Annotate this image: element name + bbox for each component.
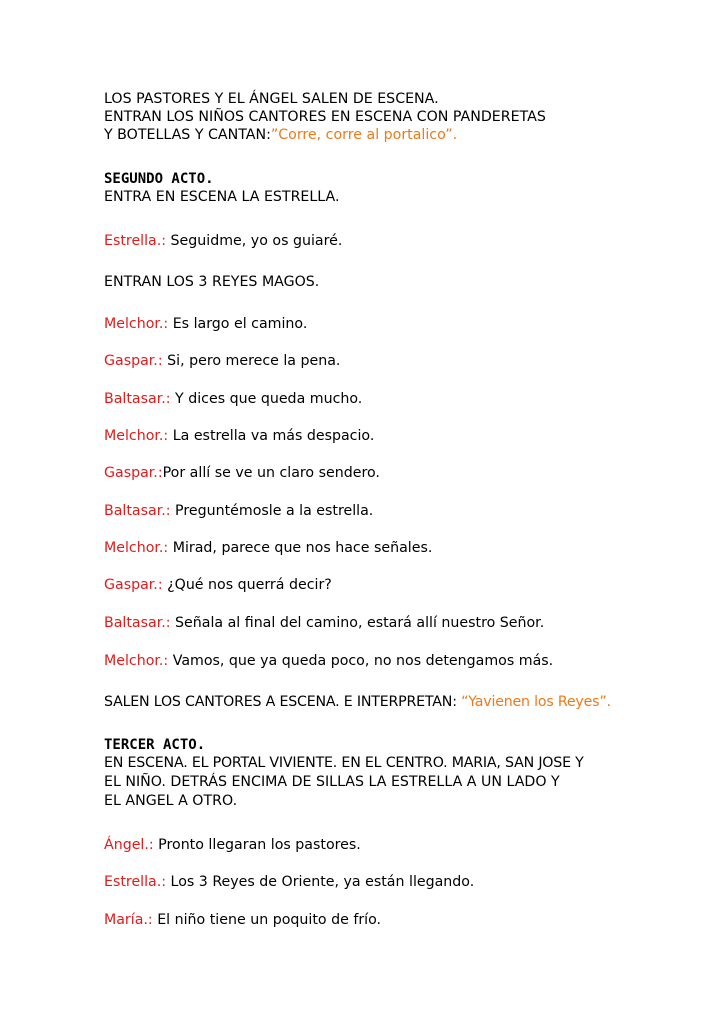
act-heading: TERCER ACTO.	[104, 737, 206, 753]
dialogue-text: Los 3 Reyes de Oriente, ya están llegando.	[166, 874, 475, 890]
dialogue-line	[104, 652, 553, 670]
dialogue-text: Señala al final del camino, estará allí nuestro Señor.	[170, 615, 545, 631]
speaker-name: Melchor.:	[104, 653, 169, 669]
dialogue-line	[104, 911, 381, 929]
speaker-name: Ángel.:	[104, 837, 154, 853]
dialogue-text: Preguntémosle a la estrella.	[170, 503, 374, 519]
speaker-name: Baltasar.:	[104, 503, 171, 519]
dialogue-text: Pronto llegaran los pastores.	[153, 837, 361, 853]
dialogue-line	[104, 352, 340, 370]
stage-direction: ENTRAN LOS 3 REYES MAGOS.	[104, 274, 320, 290]
dialogue-text: Si, pero merece la pena.	[162, 353, 341, 369]
dialogue-line	[104, 873, 474, 891]
dialogue-text: Seguidme, yo os guiaré.	[166, 233, 343, 249]
dialogue-text: ¿Qué nos querrá decir?	[162, 577, 332, 593]
speaker-name: Estrella.:	[104, 233, 167, 249]
dialogue-line	[104, 836, 361, 854]
dialogue-line	[104, 232, 342, 250]
song-title: “Yavienen los Reyes”.	[461, 694, 611, 710]
dialogue-text: La estrella va más despacio.	[168, 428, 375, 444]
stage-direction-text: SALEN LOS CANTORES A ESCENA. E INTERPRETAN:	[104, 694, 462, 710]
stage-direction-text: Y BOTELLAS Y CANTAN:	[104, 127, 271, 143]
dialogue-line	[104, 539, 432, 557]
dialogue-line	[104, 614, 544, 632]
dialogue-text: El niño tiene un poquito de frío.	[152, 912, 382, 928]
stage-direction	[104, 693, 611, 711]
stage-direction: ENTRA EN ESCENA LA ESTRELLA.	[104, 189, 340, 205]
dialogue-line	[104, 390, 362, 408]
stage-direction: EL ANGEL A OTRO.	[104, 793, 238, 809]
speaker-name: Gaspar.:	[104, 465, 163, 481]
stage-direction: ENTRAN LOS NIÑOS CANTORES EN ESCENA CON PANDERETAS	[104, 109, 546, 125]
dialogue-text: Por allí se ve un claro sendero.	[162, 465, 380, 481]
speaker-name: Baltasar.:	[104, 615, 171, 631]
dialogue-text: Y dices que queda mucho.	[170, 391, 363, 407]
dialogue-line	[104, 576, 332, 594]
dialogue-line	[104, 427, 374, 445]
speaker-name: Gaspar.:	[104, 577, 163, 593]
dialogue-line	[104, 502, 373, 520]
speaker-name: María.:	[104, 912, 153, 928]
dialogue-text: Es largo el camino.	[168, 316, 308, 332]
stage-direction: EN ESCENA. EL PORTAL VIVIENTE. EN EL CENTRO. MARIA, SAN JOSE Y	[104, 755, 584, 771]
dialogue-text: Mirad, parece que nos hace señales.	[168, 540, 433, 556]
stage-direction	[104, 126, 457, 144]
dialogue-line	[104, 464, 380, 482]
song-title: ”Corre, corre al portalico”.	[270, 127, 458, 143]
speaker-name: Estrella.:	[104, 874, 167, 890]
speaker-name: Melchor.:	[104, 428, 169, 444]
speaker-name: Melchor.:	[104, 316, 169, 332]
stage-direction: EL NIÑO. DETRÁS ENCIMA DE SILLAS LA ESTRELLA A UN LADO Y	[104, 774, 560, 790]
speaker-name: Baltasar.:	[104, 391, 171, 407]
dialogue-text: Vamos, que ya queda poco, no nos detengamos más.	[168, 653, 554, 669]
speaker-name: Melchor.:	[104, 540, 169, 556]
speaker-name: Gaspar.:	[104, 353, 163, 369]
dialogue-line	[104, 315, 307, 333]
stage-direction: LOS PASTORES Y EL ÁNGEL SALEN DE ESCENA.	[104, 91, 439, 107]
act-heading: SEGUNDO ACTO.	[104, 171, 214, 187]
